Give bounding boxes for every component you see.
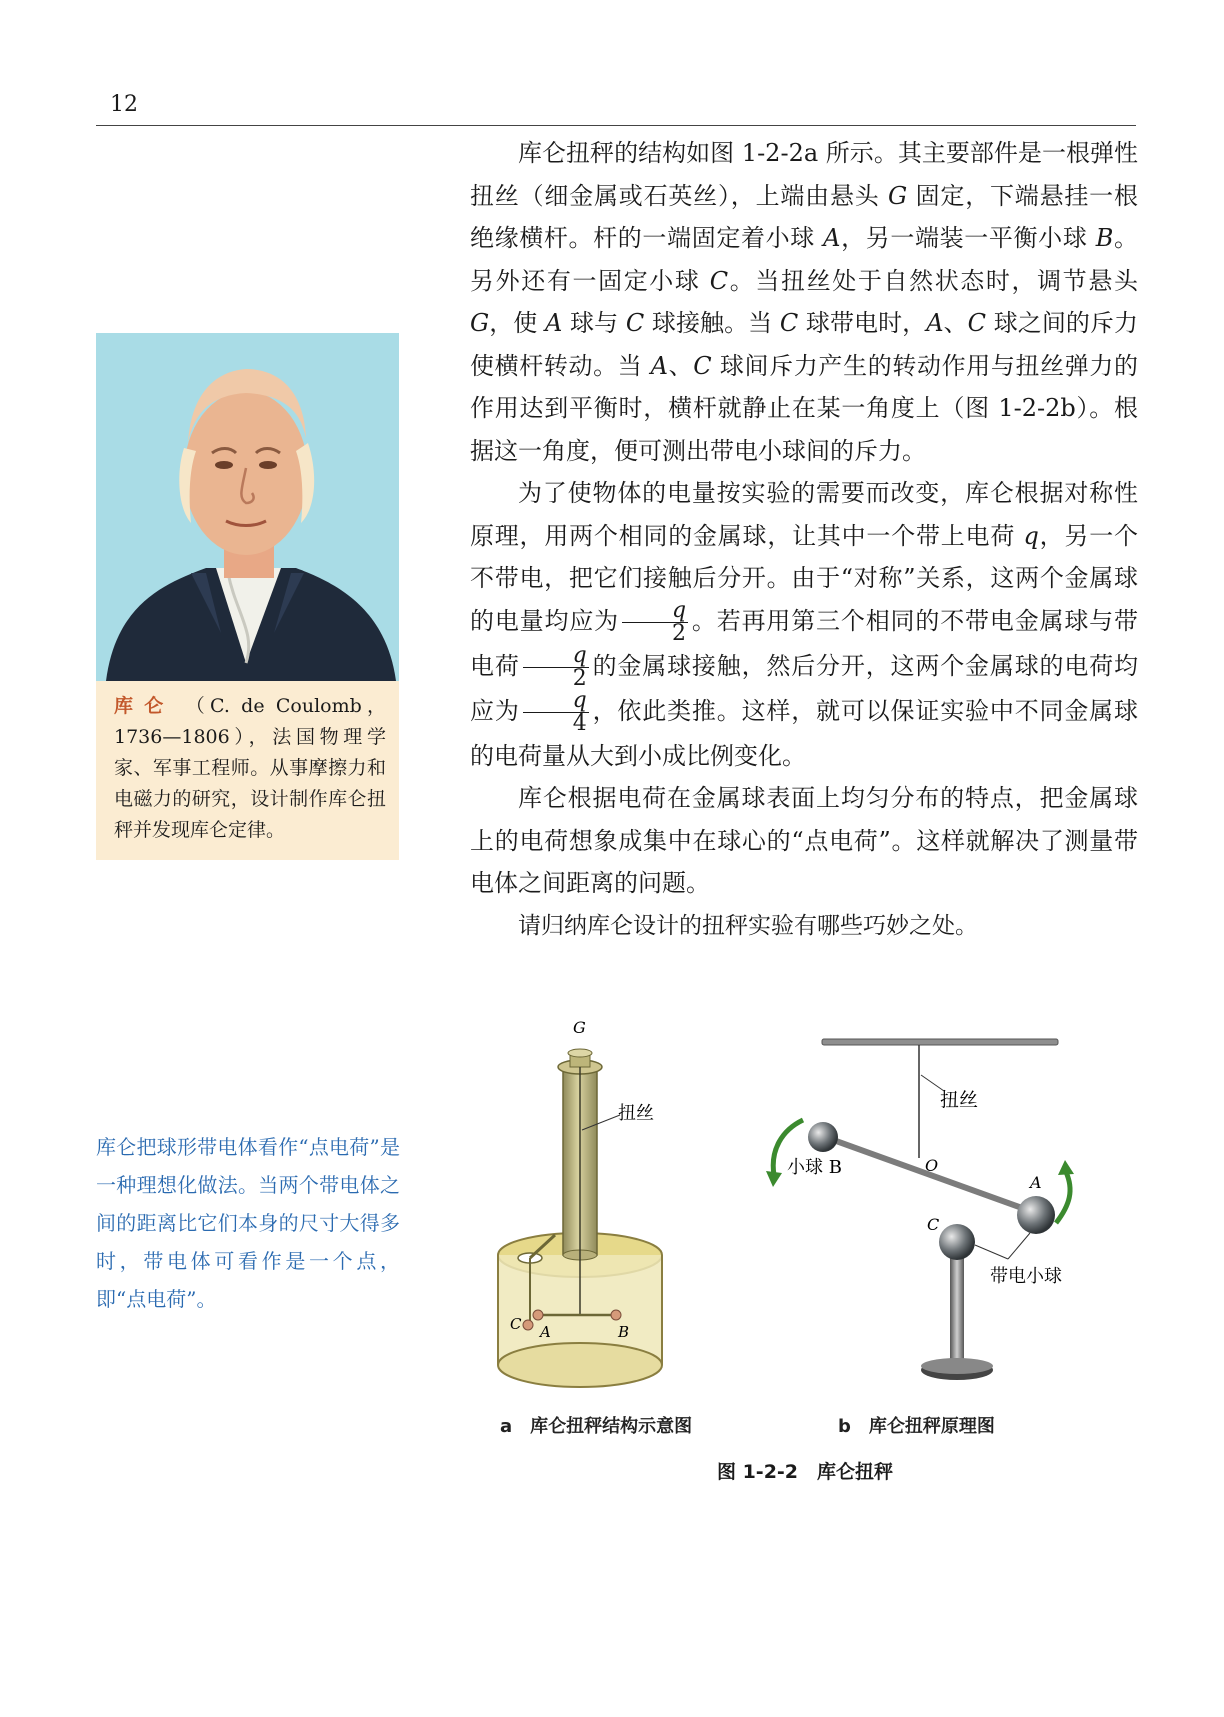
- coulomb-portrait: [96, 333, 399, 681]
- fraction-q-over-2: $\frac{q}{2}$: [523, 645, 589, 690]
- label-o: O: [925, 1156, 939, 1175]
- caption-b: b 库仑扭秤原理图: [838, 1416, 995, 1437]
- fraction-q-over-2: $\frac{q}{2}$: [622, 600, 688, 645]
- label-wire-a: 扭丝: [618, 1103, 654, 1124]
- main-text: [470, 132, 1138, 947]
- torsion-balance-diagrams: [470, 1005, 1140, 1425]
- page-number: 12: [110, 92, 138, 117]
- header-rule: [96, 125, 1136, 126]
- paragraph-2: 为了使物体的电量按实验的需要而改变，库仑根据对称性原理，用两个相同的金属球，让其中一个带上电荷 q，另一个不带电，把它们接触后分开。由于“对称”关系，这两个金属球的电量均应为 $\frac{q}{2}$ 。若再用第三个相同的不带电金属球与带电荷 $\frac{q}{2}$ 的金属球接触，然后分开，这两个金属球的电荷均应为 $\frac{q}{4}$ ，依此类推。这样，就可以保证实验中不同金属球的电荷量从大到小成比例变化。: [470, 479, 1139, 770]
- paragraph-1: 库仑扭秤的结构如图 1-2-2a 所示。其主要部件是一根弹性扭丝（细金属或石英丝），上端由悬头 G 固定，下端悬挂一根绝缘横杆。杆的一端固定着小球 A，另一端装一平衡小球 B。另外还有一固定小球 C。当扭丝处于自然状态时，调节悬头 G，使 A 球与 C 球接触。当 C 球带电时，A、C 球之间的斥力使横杆转动。当 A、C 球间斥力产生的转动作用与扭丝弹力的作用达到平衡时，横杆就静止在某一角度上（图 1-2-2b）。根据这一角度，便可测出带电小球间的斥力。: [470, 139, 1138, 465]
- margin-note: 库仑把球形带电体看作“点电荷”是一种理想化做法。当两个带电体之间的距离比它们本身的尺寸大得多时，带电体可看作是一个点，即“点电荷”。: [96, 1135, 400, 1311]
- diagram-a: [498, 1018, 662, 1387]
- person-name: 库仑: [114, 695, 175, 717]
- label-charged-ball: 带电小球: [990, 1266, 1062, 1287]
- question-prompt: 请归纳库仑设计的扭秤实验有哪些巧妙之处。: [518, 912, 978, 939]
- diagram-b: [766, 1039, 1074, 1380]
- label-c-a: C: [510, 1315, 522, 1333]
- figure-title: 图 1-2-2 库仑扭秤: [716, 1461, 894, 1483]
- biography-caption: 库仑 （C. de Coulomb，1736—1806），法国物理学家、军事工程师。从事摩擦力和电磁力的研究，设计制作库仑扭秤并发现库仑定律。: [114, 695, 386, 841]
- label-ball-b: 小球 B: [787, 1157, 842, 1178]
- label-c-b: C: [927, 1215, 940, 1234]
- label-g: G: [573, 1018, 586, 1037]
- caption-a: a 库仑扭秤结构示意图: [500, 1416, 693, 1437]
- biography-sidebar: [96, 333, 399, 860]
- label-a-b: A: [1030, 1173, 1042, 1192]
- fraction-q-over-4: $\frac{q}{4}$: [523, 690, 589, 735]
- label-wire-b: 扭丝: [940, 1089, 979, 1111]
- label-a-a: A: [540, 1323, 551, 1341]
- rotation-arrow-right-icon: [1056, 1160, 1074, 1223]
- paragraph-3: 库仑根据电荷在金属球表面上均匀分布的特点，把金属球上的电荷想象成集中在球心的“点电荷”。这样就解决了测量带电体之间距离的问题。: [470, 784, 1138, 897]
- label-b-a: B: [618, 1323, 630, 1341]
- figure-1-2-2: [470, 1005, 1140, 1483]
